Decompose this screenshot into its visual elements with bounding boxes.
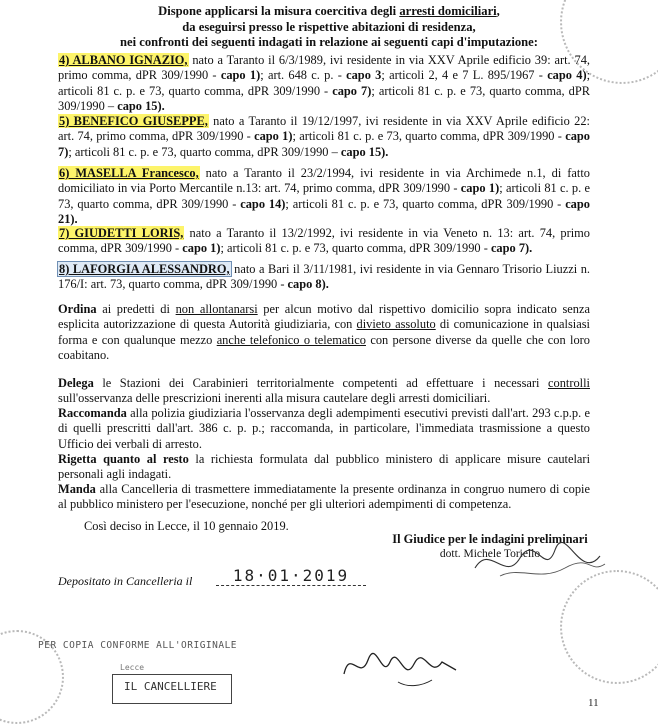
deposit-label: Depositato in Cancelleria il — [58, 574, 193, 588]
heading-line-1 — [0, 4, 658, 20]
judge-name: dott. Michele Toriello — [439, 548, 541, 560]
defendant-paragraph — [58, 262, 590, 293]
defendant-details: ; articoli 81 c. p. e 73, quarto comma, dPR 309/1990 – — [68, 144, 341, 159]
deposit-date-handwritten: 18·01·2019 — [216, 566, 366, 586]
delega-text-1: le Stazioni dei Carabinieri territorialmente competenti ad effettuare i necessari — [93, 376, 549, 390]
rigetta-paragraph — [58, 452, 590, 483]
defendant-details: ; articoli 81 c. p. e 73, quarto comma, dPR 309/1990 – — [58, 83, 590, 113]
manda-lead: Manda — [58, 482, 96, 496]
charge-count: capo 14) — [240, 196, 286, 211]
heading-arresti-domiciliari: arresti domiciliari — [399, 4, 497, 18]
defendant-details: nato a Taranto il 23/2/1994, ivi residente in via Archimede n.1, di fatto domiciliato in via Porto Mercantile n.13: art. 74, primo comma, dPR 309/1990 - — [58, 166, 590, 196]
defendant-name: 4) ALBANO IGNAZIO, — [59, 53, 188, 67]
ordina-text-4: con persone diverse da quelle che con loro coabitano. — [58, 332, 590, 362]
ordina-text-1: ai predetti di — [96, 302, 176, 316]
defendant-details: ; art. 648 c. p. - — [260, 68, 347, 83]
defendant-paragraph — [58, 166, 590, 227]
rigetta-text: la richiesta formulata dal pubblico ministero di applicare misure cautelari personali agli indagati. — [58, 452, 591, 482]
heading-line-2: da eseguirsi presso le rispettive abitazioni di residenza, — [182, 19, 476, 34]
defendant-details: nato a Bari il 3/11/1981, ivi residente in via Gennaro Trisorio Liuzzi n. 176/I: art. 73, quarto comma, dPR 309/1990 - — [58, 262, 590, 292]
defendant-details: ; articoli 81 c. p. e 73, quarto comma, dPR 309/1990 - — [285, 196, 566, 211]
heading-line-1-comma: , — [496, 4, 500, 18]
defendant-details: ; articoli 81 c. p. e 73, quarto comma, dPR 309/1990 - — [58, 181, 590, 211]
charge-count: capo 7). — [490, 241, 533, 256]
ordina-text-2: per alcun motivo dal rispettivo domicilio sopra indicato senza esplicita autorizzazione di questa Autorità giudiziaria, con — [58, 302, 590, 332]
ordina-paragraph — [58, 302, 590, 363]
heading-line-3: nei confronti dei seguenti indagati in relazione ai seguenti capi d'imputazione: — [120, 35, 538, 49]
charge-count: capo 1) — [182, 241, 221, 256]
deposit-line — [58, 574, 192, 589]
heading-line-1-text: Dispone applicarsi la misura coercitiva degli — [158, 4, 400, 18]
delega-lead: Delega — [58, 376, 94, 390]
charge-count: capo 8). — [287, 277, 329, 292]
charge-count: capo 7) — [332, 83, 372, 98]
raccomanda-paragraph — [58, 406, 590, 452]
ordina-underlined-2: divieto assoluto — [356, 317, 436, 332]
charge-count: capo 21). — [58, 196, 590, 226]
manda-paragraph — [58, 482, 590, 513]
order-heading — [0, 4, 658, 51]
ordina-underlined-3: anche telefonico o telematico — [216, 332, 366, 347]
defendant-paragraph — [58, 226, 590, 257]
defendant-details: nato a Taranto il 19/12/1997, ivi residente in via XXV Aprile edificio 22: art. 74, primo comma, dPR 309/1990 - — [58, 114, 590, 144]
charge-count: capo 7) — [58, 129, 590, 159]
defendant-details: ; articoli 81 c. p. e 73, quarto comma, dPR 309/1990 - — [220, 241, 491, 256]
defendant-details: ; articoli 81 c. p. e 73, quarto comma, dPR 309/1990 - — [292, 129, 566, 144]
defendant-paragraph — [58, 114, 590, 160]
defendant-name: 5) BENEFICO GIUSEPPE, — [59, 114, 208, 128]
copy-conformity-stamp: PER COPIA CONFORME ALL'ORIGINALE — [38, 640, 238, 651]
manda-text: alla Cancelleria di trasmettere immediatamente la presente ordinanza in congruo numero di copie al pubblico ministero per l'esecuzione, nonché per gli ulteriori adempimenti di competenza. — [58, 482, 590, 512]
defendant-paragraph — [58, 53, 590, 114]
place-date: Così deciso in Lecce, il 10 gennaio 2019. — [84, 519, 289, 533]
defendant-name: 7) GIUDETTI LORIS, — [59, 226, 184, 240]
defendant-details: nato a Taranto il 6/3/1989, ivi residente in via XXV Aprile edificio 39: art. 74, primo comma, dPR 309/1990 - — [58, 53, 590, 83]
judge-handwritten-signature — [470, 538, 610, 586]
ordina-lead: Ordina — [58, 302, 97, 316]
charge-count: capo 1) — [460, 181, 500, 196]
charge-count: capo 15). — [117, 98, 165, 113]
ordina-text-3: di comunicazione in qualsiasi forma e con qualunque mezzo — [58, 317, 590, 347]
chancellor-label: IL CANCELLIERE — [124, 680, 217, 693]
charge-count: capo 3 — [346, 68, 382, 83]
delega-paragraph — [58, 376, 590, 407]
ordina-underlined-1: non allontanarsi — [175, 302, 258, 316]
defendant-details: ; articoli 2, 4 e 7 L. 895/1967 - — [381, 68, 548, 83]
delega-underlined: controlli — [548, 376, 590, 390]
judge-title: Il Giudice per le indagini preliminari — [392, 532, 588, 546]
charge-count: capo 15). — [340, 144, 389, 159]
defendant-details: ; articoli 81 c. p. e 73, quarto comma, dPR 309/1990 - — [58, 68, 591, 98]
defendant-name: 6) MASELLA Francesco, — [59, 166, 199, 180]
raccomanda-text: alla polizia giudiziaria l'osservanza degli adempimenti esecutivi previsti dall'art. 293 c.p.p. e di quelli prescritti dall'art. 386 c. p. p.; raccomanda, in particolare, l'immediata trasmissione a questo Ufficio dei verbali di arresto. — [58, 406, 590, 451]
chancellor-handwritten-signature — [338, 640, 468, 690]
charge-count: capo 4) — [547, 68, 587, 83]
charge-count: capo 1) — [254, 129, 293, 144]
defendant-details: nato a Taranto il 13/2/1992, ivi residente in via Veneto n. 13: art. 74, primo comma, dPR 309/1990 - — [58, 226, 590, 256]
raccomanda-lead: Raccomanda — [58, 406, 127, 420]
delega-text-2: sull'osservanza delle prescrizioni inerenti alla misura cautelare degli arresti domiciliari. — [58, 391, 491, 406]
court-seal-bottom-right — [560, 570, 658, 684]
rigetta-lead: Rigetta quanto al resto — [58, 452, 189, 466]
page-number: 11 — [588, 697, 599, 709]
defendant-name: 8) LAFORGIA ALESSANDRO, — [59, 262, 230, 276]
stamp-city: Lecce — [120, 663, 145, 672]
charge-count: capo 1) — [220, 68, 261, 83]
